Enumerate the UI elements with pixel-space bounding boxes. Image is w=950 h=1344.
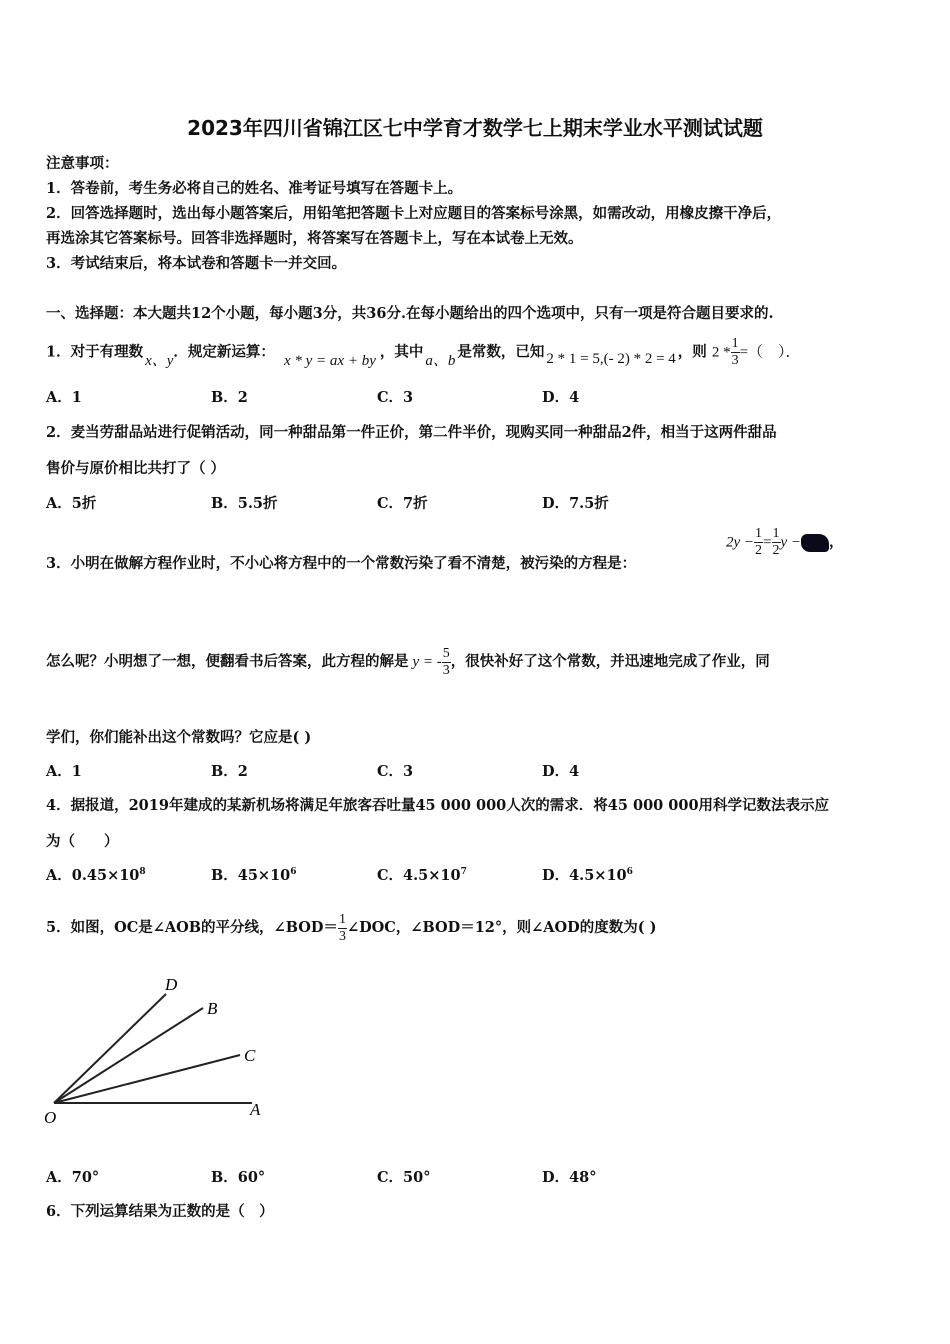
notice-item-1: 1．答卷前，考生务必将自己的姓名、准考证号填写在答题卡上。 <box>46 180 463 197</box>
q3-option-d[interactable]: D．4 <box>542 763 580 780</box>
q4-option-a-exp: 8 <box>139 867 146 878</box>
q3-option-b[interactable]: B．2 <box>211 763 248 780</box>
ray-ob <box>54 1008 203 1103</box>
label-a: A <box>250 1100 261 1119</box>
q3-option-c[interactable]: C．3 <box>377 763 414 780</box>
q1-frac-den: 3 <box>731 353 739 368</box>
q4-line-1: 4．据报道，2019年建成的某新机场将满足年旅客吞吐量45 000 000人次的需求．将45 000 000用科学记数法表示应 <box>46 797 830 814</box>
q1-text-c: ，其中 <box>379 343 424 361</box>
q2-option-c[interactable]: C．7折 <box>377 495 428 512</box>
q6-line-1: 6．下列运算结果为正数的是（ ） <box>46 1203 274 1220</box>
q1-option-d[interactable]: D．4 <box>542 389 580 406</box>
label-d: D <box>165 975 178 994</box>
q5-post: ∠DOC，∠BOD＝12°，则∠AOD的度数为( ) <box>346 919 657 936</box>
q2-line-2: 售价与原价相比共打了（ ） <box>46 460 226 477</box>
q3-line-1: 3．小明在做解方程作业时，不小心将方程中的一个常数污染了看不清楚，被污染的方程是： <box>46 555 637 572</box>
q3-comma: ， <box>829 533 844 551</box>
q3-option-a[interactable]: A．1 <box>46 763 82 780</box>
q3-eq-den-2: 2 <box>772 543 780 558</box>
q5-fraction <box>338 912 347 945</box>
q5-option-d[interactable]: D．48° <box>542 1169 597 1186</box>
q2-option-b[interactable]: B．5.5折 <box>211 495 278 512</box>
q3-sol-num: 5 <box>442 645 450 661</box>
q3-eq-c: y − <box>780 534 802 551</box>
label-c: C <box>244 1046 256 1065</box>
q1-option-b[interactable]: B．2 <box>211 389 248 406</box>
q5-option-c[interactable]: C．50° <box>377 1169 431 1186</box>
q1-ask-post: =（ ）． <box>739 344 801 361</box>
q5-pre: 5．如图，OC是∠AOB的平分线，∠BOD＝ <box>46 919 338 936</box>
q3-eq-num-2: 1 <box>772 526 780 541</box>
q4-option-b[interactable] <box>211 864 297 885</box>
q5-frac-num: 1 <box>338 911 346 927</box>
ray-od <box>54 994 166 1103</box>
q3-line-2a: 怎么呢？小明想了一想，便翻看书后答案，此方程的解是 <box>46 653 409 670</box>
q4-option-c-base: C．4.5×10 <box>377 867 461 884</box>
q1-text-e: ，则 <box>677 343 707 361</box>
ray-oc <box>54 1055 240 1103</box>
q3-sol-a: y = - <box>412 654 442 670</box>
q3-eq-a: 2y − <box>726 534 755 551</box>
q4-line-2: 为（ ） <box>46 833 119 850</box>
q1-ab: a、b <box>425 352 456 369</box>
q5-option-b[interactable]: B．60° <box>211 1169 266 1186</box>
q5-frac-den: 3 <box>338 928 346 944</box>
q3-eq-frac-2 <box>772 526 781 559</box>
q3-eq-num-1: 1 <box>755 526 763 541</box>
q4-option-b-exp: 6 <box>290 867 297 878</box>
label-o: O <box>44 1108 57 1127</box>
q1-vars: x、y <box>145 352 174 369</box>
question-5 <box>46 906 657 950</box>
q1-rule: x * y = ax + by <box>283 352 376 369</box>
ink-blot <box>801 534 829 552</box>
q4-option-d-exp: 6 <box>626 867 633 878</box>
q1-text-d: 是常数，已知 <box>457 343 545 361</box>
q4-option-d-base: D．4.5×10 <box>542 867 627 884</box>
q1-text-b: ．规定新运算： <box>173 343 275 361</box>
q3-sol-den: 3 <box>442 662 450 678</box>
q1-option-a[interactable]: A．1 <box>46 389 82 406</box>
label-b: B <box>207 999 218 1018</box>
q4-option-a[interactable] <box>46 864 146 885</box>
q1-given: 2 * 1 = 5,(- 2) * 2 = 4 <box>546 350 676 367</box>
q4-option-c[interactable] <box>377 864 467 885</box>
q1-frac-num: 1 <box>731 336 739 351</box>
q2-option-d[interactable]: D．7.5折 <box>542 495 609 512</box>
q4-option-d[interactable] <box>542 864 633 885</box>
q3-eq-den-1: 2 <box>755 543 763 558</box>
q5-option-a[interactable]: A．70° <box>46 1169 100 1186</box>
q3-eq-b: = <box>763 534 772 551</box>
angle-figure <box>40 970 280 1130</box>
q1-ask-pre: 2 * <box>711 344 731 361</box>
q3-sol-frac <box>442 646 451 679</box>
q4-option-c-exp: 7 <box>460 867 467 878</box>
q4-option-a-base: A．0.45×10 <box>46 867 140 884</box>
q1-fraction <box>731 336 740 369</box>
section-heading: 一、选择题：本大题共12个小题，每小题3分，共36分.在每小题给出的四个选项中，只有一项是符合题目要求的. <box>46 305 774 322</box>
q2-line-1: 2．麦当劳甜品站进行促销活动，同一种甜品第一件正价，第二件半价，现购买同一种甜品2件，相当于这两件甜品 <box>46 424 777 441</box>
q3-eq-frac-1 <box>754 526 763 559</box>
notice-item-2a: 2．回答选择题时，选出每小题答案后，用铅笔把答题卡上对应题目的答案标号涂黑，如需改动，用橡皮擦干净后， <box>46 205 782 222</box>
q3-equation <box>726 526 844 559</box>
q4-option-b-base: B．45×10 <box>211 867 291 884</box>
notice-item-2b: 再选涂其它答案标号。回答非选择题时，将答案写在答题卡上，写在本试卷上无效。 <box>46 230 583 247</box>
page-title: 2023年四川省锦江区七中学育才数学七上期末学业水平测试试题 <box>187 116 763 140</box>
notice-heading: 注意事项： <box>46 155 119 172</box>
q3-line-3: 学们，你们能补出这个常数吗？它应是( ) <box>46 729 312 746</box>
notice-item-3: 3．考试结束后，将本试卷和答题卡一并交回。 <box>46 255 347 272</box>
q3-line-2b: ，很快补好了这个常数，并迅速地完成了作业，同 <box>450 653 770 670</box>
question-1 <box>46 336 801 369</box>
q1-option-c[interactable]: C．3 <box>377 389 414 406</box>
q2-option-a[interactable]: A．5折 <box>46 495 97 512</box>
q3-line-2 <box>46 640 770 684</box>
q1-text-a: 1．对于有理数 <box>46 343 144 361</box>
